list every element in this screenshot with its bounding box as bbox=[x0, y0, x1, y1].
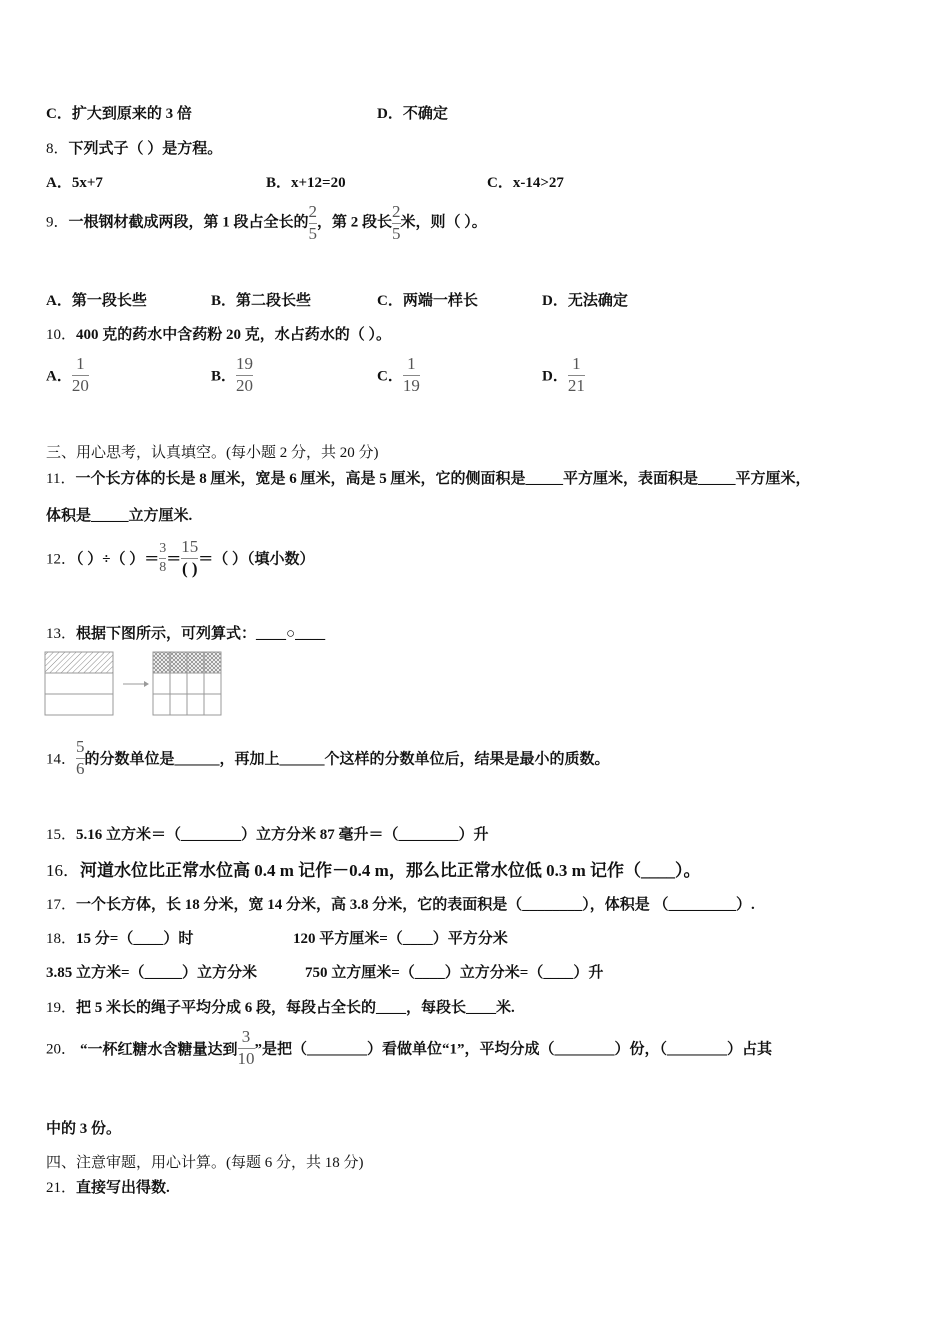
question-text: 5.16 立方米＝（________）立方分米 87 毫升＝（________）升 bbox=[76, 827, 489, 843]
question-number: 8． bbox=[46, 141, 69, 157]
question-text-2: ＝（ ）（填小数） bbox=[198, 551, 315, 568]
question-text-2: ，第 2 段长 bbox=[317, 214, 393, 231]
question-20 bbox=[46, 1028, 772, 1068]
fraction: $\frac{19}{20}$ bbox=[236, 354, 254, 395]
q9-option-d: D．无法确定 bbox=[542, 293, 628, 309]
question-number: 19． bbox=[46, 1000, 77, 1016]
question-13 bbox=[46, 622, 325, 643]
fraction: $\frac{2}{5}$ bbox=[392, 202, 401, 243]
question-text: 河道水位比正常水位高 0.4 m 记作－0.4 m，那么比正常水位低 0.3 m 记作（____）。 bbox=[80, 861, 701, 880]
question-text-1: “一杯红糖水含糖量达到 bbox=[80, 1041, 238, 1058]
question-number: 13． bbox=[46, 626, 77, 642]
blank-fraction: $\frac{15}{( )}$ bbox=[181, 537, 199, 578]
question-8 bbox=[46, 137, 222, 158]
section-4-heading: 四、注意审题，用心计算。(每题 6 分，共 18 分) bbox=[46, 1155, 364, 1171]
fraction: $\frac{1}{21}$ bbox=[567, 354, 585, 395]
left-rectangle bbox=[45, 652, 113, 715]
arrow-icon bbox=[123, 681, 149, 687]
question-14 bbox=[46, 738, 610, 778]
question-9 bbox=[46, 203, 487, 243]
question-text-1: （ ）÷（ ）＝ bbox=[76, 551, 160, 568]
section-3-heading: 三、用心思考，认真填空。(每小题 2 分，共 20 分) bbox=[46, 445, 379, 461]
question-text-1: 一根钢材截成两段，第 1 段占全长的 bbox=[68, 214, 309, 231]
question-text: 把 5 米长的绳子平均分成 6 段，每段占全长的____，每段长____米. bbox=[76, 1000, 515, 1016]
question-19 bbox=[46, 996, 515, 1017]
q10-option-d: D． $\frac{1}{21}$ bbox=[542, 354, 585, 395]
question-17 bbox=[46, 893, 755, 914]
q10-option-a: A． $\frac{1}{20}$ bbox=[46, 354, 89, 395]
q8-option-b: B．x+12=20 bbox=[266, 175, 346, 191]
fraction: $\frac{3}{10}$ bbox=[237, 1027, 255, 1068]
fraction: $\frac{1}{20}$ bbox=[71, 354, 89, 395]
question-number: 18． bbox=[46, 931, 77, 947]
question-text: 的分数单位是______，再加上______个这样的分数单位后，结果是最小的质数。 bbox=[84, 751, 610, 768]
question-number: 15． bbox=[46, 827, 77, 843]
q10-option-c: C． $\frac{1}{19}$ bbox=[377, 354, 420, 395]
q9-option-a: A．第一段长些 bbox=[46, 293, 147, 309]
q8-option-c: C．x-14>27 bbox=[487, 175, 564, 191]
question-number: 20． bbox=[46, 1041, 77, 1058]
question-text: 一个长方体的长是 8 厘米，宽是 6 厘米，高是 5 厘米，它的侧面积是_____平方厘米，表面积是_____平方厘米， bbox=[75, 471, 811, 487]
question-16 bbox=[46, 856, 700, 881]
question-12 bbox=[46, 538, 315, 578]
question-number: 17． bbox=[46, 897, 77, 913]
fraction: $\frac{3}{8}$ bbox=[159, 541, 167, 575]
question-text-3: 米，则（ ）。 bbox=[400, 214, 487, 231]
question-text-2: ”是把（________）看做单位“1”，平均分成（________）份，（________）占其 bbox=[254, 1041, 773, 1058]
question-number: 11． bbox=[46, 471, 76, 487]
question-15 bbox=[46, 823, 489, 844]
question-number: 9． bbox=[46, 214, 69, 231]
question-number: 14． bbox=[46, 751, 77, 768]
fraction: $\frac{2}{5}$ bbox=[308, 202, 318, 243]
q18-part-c: 3.85 立方米=（_____）立方分米 bbox=[46, 965, 258, 981]
q18-part-a: 15 分=（____）时 bbox=[76, 931, 194, 947]
question-number: 10． bbox=[46, 327, 77, 343]
question-20-line-2: 中的 3 份。 bbox=[46, 1121, 122, 1137]
q8-option-a: A．5x+7 bbox=[46, 175, 103, 191]
question-21 bbox=[46, 1176, 170, 1197]
question-number: 21． bbox=[46, 1180, 77, 1196]
question-text: 根据下图所示，可列算式：____○____ bbox=[76, 626, 326, 642]
question-text: 下列式子（ ）是方程。 bbox=[68, 141, 223, 157]
question-text: 一个长方体，长 18 分米，宽 14 分米，高 3.8 分米，它的表面积是（________），体积是 （_________）. bbox=[76, 897, 755, 913]
question-number: 12． bbox=[46, 551, 77, 568]
q18-part-b: 120 平方厘米=（____）平方分米 bbox=[293, 931, 508, 947]
question-number: 16． bbox=[46, 861, 80, 880]
q9-option-b: B．第二段长些 bbox=[211, 293, 312, 309]
fraction: $\frac{1}{19}$ bbox=[402, 354, 420, 395]
q10-option-b: B． $\frac{19}{20}$ bbox=[211, 354, 254, 395]
equals: ＝ bbox=[166, 551, 182, 568]
q18-part-d: 750 立方厘米=（____）立方分米=（____）升 bbox=[305, 965, 604, 981]
question-11 bbox=[46, 467, 810, 488]
question-18 bbox=[46, 927, 193, 948]
right-rectangle bbox=[153, 652, 221, 715]
question-11-line-2: 体积是_____立方厘米. bbox=[46, 508, 193, 524]
q7-option-d: D．不确定 bbox=[377, 106, 448, 122]
question-text: 400 克的药水中含药粉 20 克，水占药水的（ ）。 bbox=[76, 327, 392, 343]
q7-option-c: C．扩大到原来的 3 倍 bbox=[46, 106, 192, 122]
fraction: $\frac{5}{6}$ bbox=[76, 737, 85, 778]
q9-option-c: C．两端一样长 bbox=[377, 293, 478, 309]
question-text: 直接写出得数. bbox=[76, 1180, 170, 1196]
question-10 bbox=[46, 323, 391, 344]
q13-figure bbox=[44, 650, 224, 718]
